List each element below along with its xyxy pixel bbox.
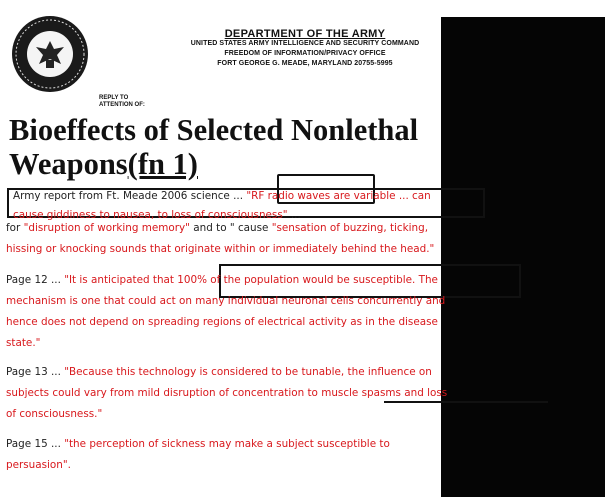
intro-quote: "RF radio waves are variable ... can [246, 190, 431, 202]
title-line-2 [9, 147, 449, 181]
eagle-icon [12, 16, 88, 92]
para1-line-2: hissing or knocking sounds that originate within or immediately behind the head." [6, 243, 435, 255]
department-of-defense-seal-icon [12, 16, 88, 92]
letterhead-line-3: FORT GEORGE G. MEADE, MARYLAND 20755-5995 [217, 60, 393, 67]
page12-line-3: hence does not depend on spreading regions of electrical activity as in the disease [6, 316, 438, 328]
letterhead-line-2: FREEDOM OF INFORMATION/PRIVACY OFFICE [224, 50, 386, 57]
para1-quote-2: "sensation of buzzing, ticking, [271, 222, 429, 234]
page12-prefix: Page 12 ... [6, 274, 65, 286]
page13-quote-1: "Because this technology is considered to be tunable, the influence on [64, 366, 432, 378]
page12-line-2: mechanism is one that could act on many individual neuronal cells concurrently and [6, 295, 446, 307]
page13-prefix: Page 13 ... [6, 366, 65, 378]
redaction-block-lower [551, 455, 605, 497]
title-line-1: Bioeffects of Selected Nonlethal [9, 113, 419, 147]
intro-prefix: Army report from Ft. Meade 2006 science ... [13, 190, 247, 202]
department-title: DEPARTMENT OF THE ARMY [224, 28, 386, 40]
page13-line-1 [6, 362, 432, 384]
letterhead [160, 29, 450, 69]
para1-quote-1: "disruption of working memory" [23, 222, 190, 234]
page12-line-1 [6, 270, 438, 292]
page15-line-2: persuasion". [6, 459, 71, 471]
page15-prefix: Page 15 ... [6, 438, 65, 450]
para1-line-1 [6, 218, 428, 240]
reply-to-line-1: REPLY TO [99, 95, 129, 101]
page13-line-3: of consciousness." [6, 408, 103, 420]
page15-line-1 [6, 434, 390, 456]
page13-line-2: subjects could vary from mild disruption of concentration to muscle spasms and loss [6, 387, 448, 399]
intro-quote-cont: cause giddiness to nausea, to loss of consciousness" [13, 209, 288, 221]
reply-to-label [99, 95, 145, 109]
para1-and: and to " cause [189, 222, 272, 234]
redaction-block [441, 17, 605, 497]
intro-tail: ... [287, 209, 301, 221]
page12-line-4: state." [6, 337, 41, 349]
para1-for: for [6, 222, 24, 234]
page12-quote-1: "It is anticipated that 100% of the population would be susceptible. The [64, 274, 438, 286]
page15-quote-1: "the perception of sickness may make a subject susceptible to [64, 438, 390, 450]
document-title [9, 113, 449, 181]
reply-to-line-2: ATTENTION OF: [99, 102, 145, 108]
letterhead-line-1: UNITED STATES ARMY INTELLIGENCE AND SECURITY COMMAND [190, 40, 420, 47]
footnote-link[interactable]: (fn 1) [127, 147, 198, 181]
title-weapons: Weapons [9, 147, 128, 181]
